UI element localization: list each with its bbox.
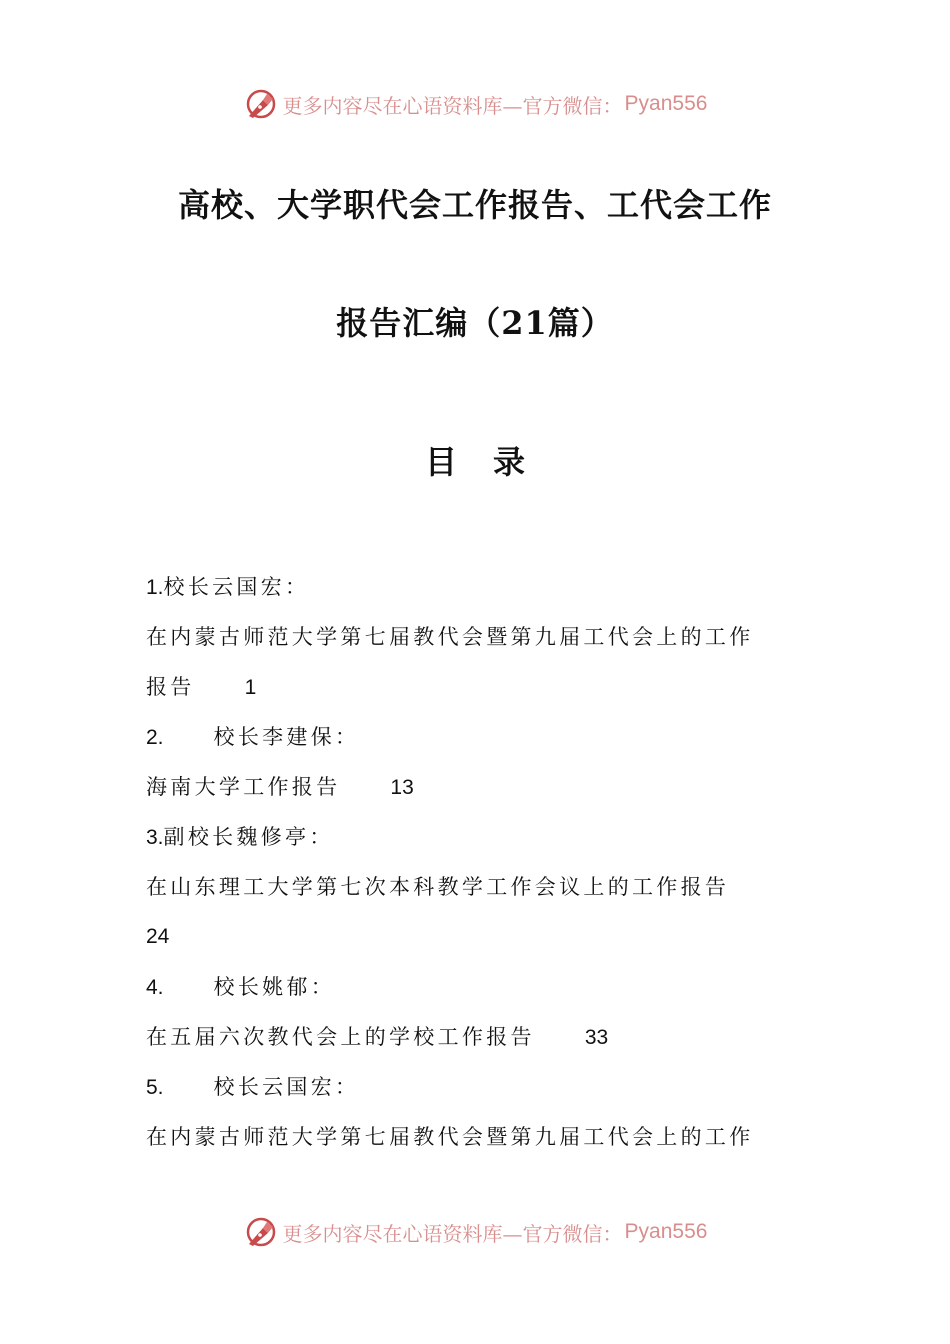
- toc-entry-author: 校长云国宏：: [213, 1075, 360, 1099]
- toc-entry-page: 1: [244, 676, 257, 699]
- toc-entry-author: 校长姚郁：: [213, 975, 336, 999]
- pen-nib-logo-icon: [243, 1214, 279, 1250]
- toc-entry-page: 13: [390, 776, 414, 799]
- toc-entry-author: 副校长魏修亭：: [163, 825, 334, 849]
- banner-text: 更多内容尽在心语资料库—官方微信：: [282, 93, 623, 118]
- toc-entry-page: 33: [584, 1026, 609, 1049]
- toc-entry-number: 3.: [146, 826, 164, 849]
- banner-wechat-id: Pyan556: [624, 1220, 708, 1243]
- pen-nib-logo-icon: [243, 86, 279, 122]
- toc-entry-number: 5.: [146, 1076, 164, 1099]
- toc-entry-3-title-line: 在山东理工大学第七次本科教学工作会议上的工作报告: [146, 875, 730, 899]
- toc-entry-page: 24: [146, 925, 170, 948]
- toc-entry-1-title-line: 在内蒙古师范大学第七届教代会暨第九届工代会上的工作: [146, 625, 754, 649]
- toc-entry-2-header: [146, 712, 826, 762]
- toc-heading: 目录: [424, 443, 561, 481]
- footer-watermark-banner: [0, 1212, 950, 1252]
- toc-entry-4-title-line: [146, 1012, 826, 1062]
- toc-entry-1-header: [146, 562, 826, 612]
- toc-entry-author: 校长李建保：: [213, 725, 360, 749]
- toc-entry-title: 在五届六次教代会上的学校工作报告: [146, 1025, 535, 1049]
- toc-entry-author: 校长云国宏：: [163, 575, 310, 599]
- document-title-line-2: 报告汇编（21篇）: [336, 304, 614, 342]
- toc-entry-5-header: [146, 1062, 826, 1112]
- toc-entry-title: 海南大学工作报告: [146, 775, 341, 799]
- table-of-contents: [146, 562, 826, 1162]
- toc-entry-number: 1.: [146, 576, 164, 599]
- toc-entry-1-title-line: [146, 662, 826, 712]
- toc-entry-3-header: [146, 812, 826, 862]
- toc-entry-number: 4.: [146, 976, 164, 999]
- banner-wechat-id: Pyan556: [624, 92, 708, 115]
- toc-entry-5-title-line: 在内蒙古师范大学第七届教代会暨第九届工代会上的工作: [146, 1125, 754, 1149]
- banner-text: 更多内容尽在心语资料库—官方微信：: [282, 1221, 623, 1246]
- toc-entry-title: 报告: [146, 675, 195, 699]
- toc-entry-2-title-line: [146, 762, 826, 812]
- header-watermark-banner: [0, 84, 950, 124]
- toc-entry-4-header: [146, 962, 826, 1012]
- document-title-line-1: 高校、大学职代会工作报告、工代会工作: [177, 186, 772, 224]
- toc-entry-number: 2.: [146, 726, 164, 749]
